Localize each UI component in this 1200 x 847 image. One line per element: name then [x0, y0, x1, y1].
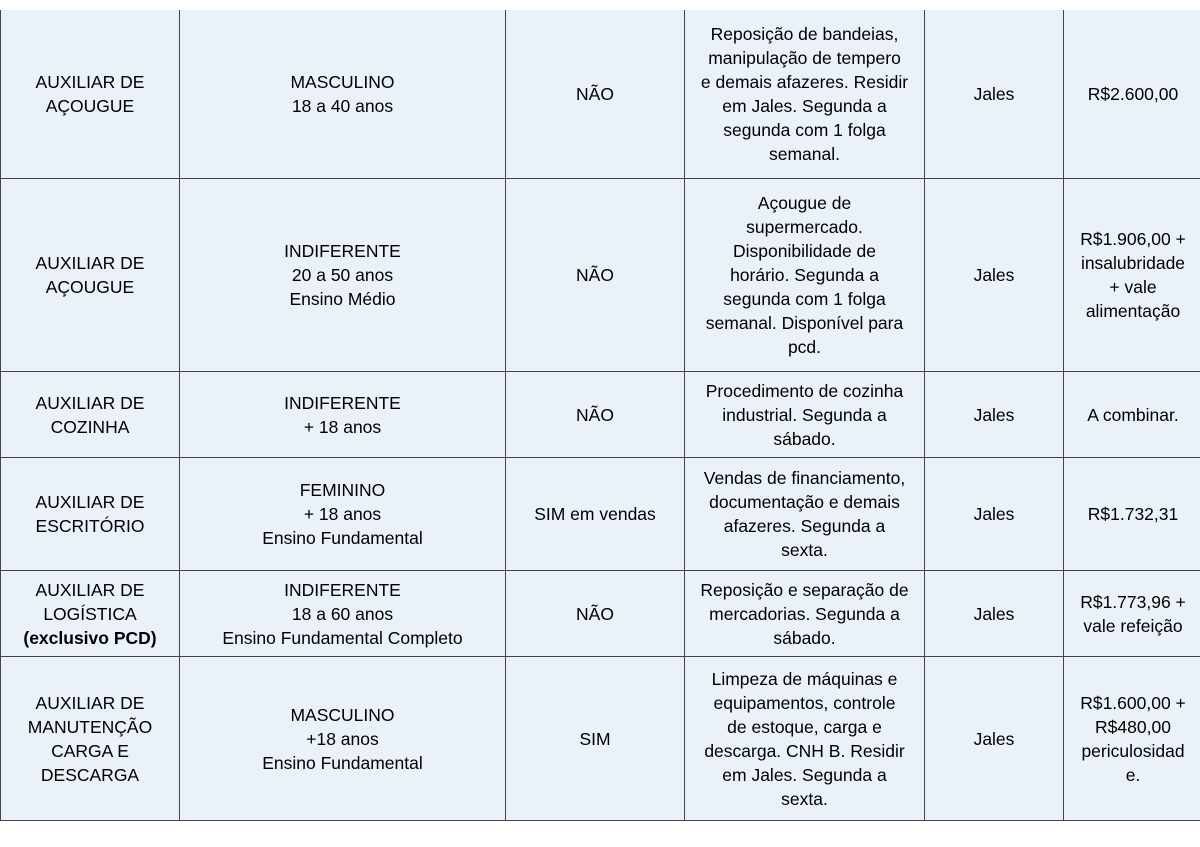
job-title: AUXILIAR DE AÇOUGUE — [35, 72, 145, 116]
job-listing-table — [0, 10, 1200, 821]
city-cell: Jales — [925, 657, 1064, 821]
salary-cell: R$1.773,96 + vale refeição — [1064, 571, 1200, 657]
table-row — [1, 372, 1200, 458]
candidate-profile-cell: INDIFERENTE + 18 anos — [180, 372, 506, 458]
city-cell: Jales — [925, 571, 1064, 657]
description-cell: Limpeza de máquinas e equipamentos, controle de estoque, carga e descarga. CNH B. Residir em Jales. Segunda a sexta. — [685, 657, 925, 821]
salary-cell: R$1.600,00 + R$480,00 periculosidad e. — [1064, 657, 1200, 821]
candidate-profile-cell: FEMININO + 18 anos Ensino Fundamental — [180, 458, 506, 571]
pcd-exclusive-note: (exclusivo PCD) — [23, 627, 157, 648]
table-row — [1, 571, 1200, 657]
salary-cell: A combinar. — [1064, 372, 1200, 458]
city-cell: Jales — [925, 458, 1064, 571]
job-title-cell — [1, 179, 180, 372]
experience-cell: NÃO — [506, 179, 685, 372]
job-title-cell — [1, 657, 180, 821]
description-cell: Açougue de supermercado. Disponibilidade de horário. Segunda a segunda com 1 folga semanal. Disponível para pcd. — [685, 179, 925, 372]
candidate-profile-cell: MASCULINO +18 anos Ensino Fundamental — [180, 657, 506, 821]
job-title-cell — [1, 571, 180, 657]
experience-cell: SIM — [506, 657, 685, 821]
description-cell: Reposição e separação de mercadorias. Segunda a sábado. — [685, 571, 925, 657]
job-title: AUXILIAR DE LOGÍSTICA — [35, 579, 145, 624]
table-row — [1, 10, 1200, 179]
salary-cell: R$1.732,31 — [1064, 458, 1200, 571]
table-row — [1, 657, 1200, 821]
description-cell: Vendas de financiamento, documentação e demais afazeres. Segunda a sexta. — [685, 458, 925, 571]
job-title-cell — [1, 372, 180, 458]
table-row — [1, 179, 1200, 372]
job-title-cell — [1, 10, 180, 179]
description-cell: Procedimento de cozinha industrial. Segunda a sábado. — [685, 372, 925, 458]
city-cell: Jales — [925, 10, 1064, 179]
salary-cell: R$2.600,00 — [1064, 10, 1200, 179]
description-cell: Reposição de bandeias, manipulação de tempero e demais afazeres. Residir em Jales. Segunda a segunda com 1 folga semanal. — [685, 10, 925, 179]
job-title: AUXILIAR DE MANUTENÇÃO CARGA E DESCARGA — [27, 692, 153, 785]
candidate-profile-cell: INDIFERENTE 18 a 60 anos Ensino Fundamental Completo — [180, 571, 506, 657]
city-cell: Jales — [925, 372, 1064, 458]
experience-cell: NÃO — [506, 10, 685, 179]
salary-cell: R$1.906,00 + insalubridade + vale alimentação — [1064, 179, 1200, 372]
experience-cell: SIM em vendas — [506, 458, 685, 571]
experience-cell: NÃO — [506, 372, 685, 458]
job-title: AUXILIAR DE COZINHA — [35, 392, 145, 437]
job-title-cell — [1, 458, 180, 571]
candidate-profile-cell: INDIFERENTE 20 a 50 anos Ensino Médio — [180, 179, 506, 372]
city-cell: Jales — [925, 179, 1064, 372]
experience-cell: NÃO — [506, 571, 685, 657]
job-title: AUXILIAR DE ESCRITÓRIO — [35, 492, 145, 536]
table-row — [1, 458, 1200, 571]
candidate-profile-cell: MASCULINO 18 a 40 anos — [180, 10, 506, 179]
job-title: AUXILIAR DE AÇOUGUE — [35, 253, 145, 297]
